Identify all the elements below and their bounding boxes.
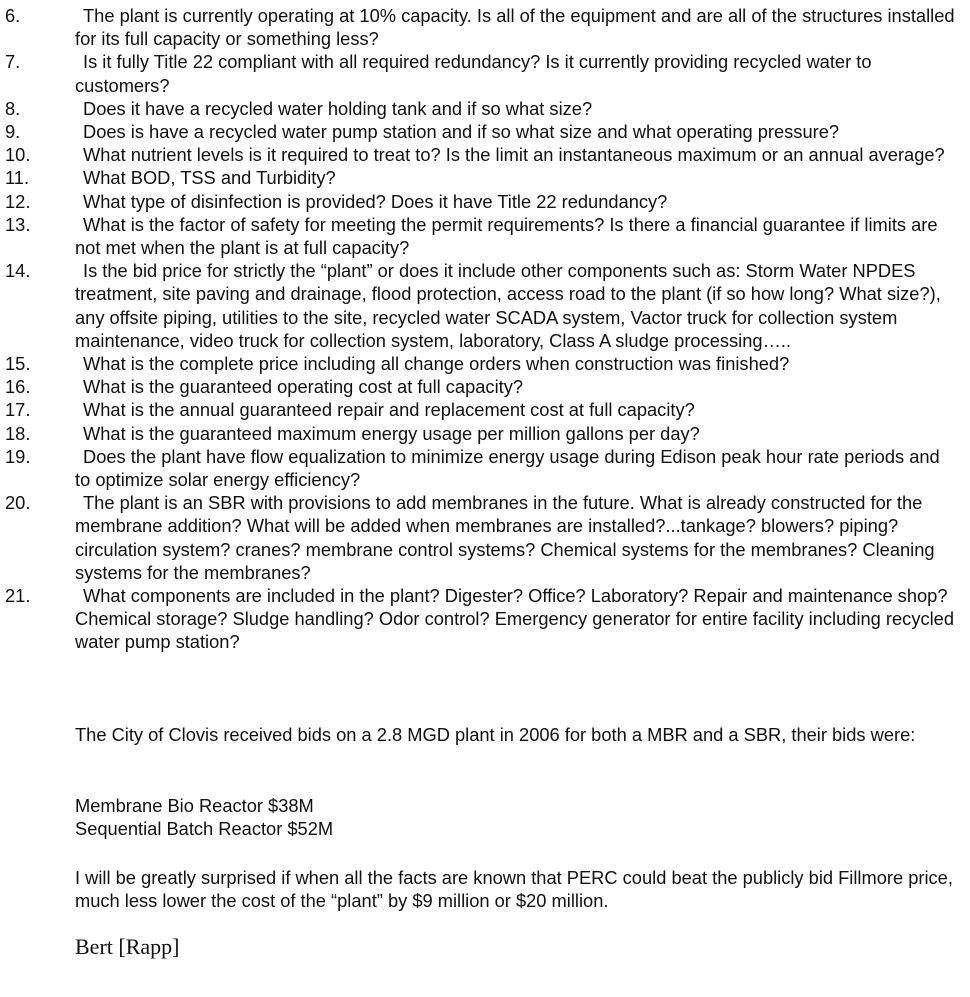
question-number: 6.: [5, 5, 21, 26]
question-number: 12.: [5, 190, 31, 212]
question-item: [5, 422, 955, 445]
question-item: [5, 143, 955, 166]
question-item: [5, 398, 955, 421]
signature: Bert [Rapp]: [75, 934, 180, 959]
question-number: 20.: [5, 492, 31, 514]
question-number: 10.: [5, 144, 31, 166]
question-text: What is the guaranteed maximum energy usage per million gallons per day?: [83, 422, 700, 444]
question-text: Does it have a recycled water holding tank and if so what size?: [83, 97, 593, 119]
question-number: 11.: [5, 167, 30, 189]
question-text: What type of disinfection is provided? Does it have Title 22 redundancy?: [83, 190, 668, 212]
clovis-paragraph: The City of Clovis received bids on a 2.8 MGD plant in 2006 for both a MBR and a SBR, their bids were:: [75, 724, 916, 745]
question-text: Does the plant have flow equalization to minimize energy usage during Edison peak hour rate periods and to optimize solar energy efficiency?: [75, 445, 940, 491]
question-item: [5, 190, 955, 213]
question-item: [5, 445, 955, 491]
question-number: 21.: [5, 585, 31, 607]
question-item: [5, 352, 955, 375]
question-text: What is the factor of safety for meeting the permit requirements? Is there a financial guarantee if limits are not met when the plant is at full capacity?: [75, 213, 938, 259]
question-text: What is the complete price including all change orders when construction was finished?: [83, 353, 790, 375]
question-item: [5, 375, 955, 398]
question-item: [5, 97, 955, 120]
question-number: 15.: [5, 353, 31, 375]
question-text: What BOD, TSS and Turbidity?: [83, 167, 336, 189]
question-number: 13.: [5, 213, 31, 235]
question-number: 17.: [5, 399, 31, 421]
closing-paragraph: I will be greatly surprised if when all the facts are known that PERC could beat the publicly bid Fillmore price, much less lower the cost of the “plant” by $9 million or $20 million.: [75, 867, 953, 912]
question-number: 16.: [5, 376, 31, 398]
question-number: 9.: [5, 121, 21, 143]
question-item: [5, 120, 955, 143]
question-number: 19.: [5, 445, 31, 467]
question-number: 8.: [5, 97, 21, 119]
question-list: [5, 4, 955, 654]
question-text: What is the annual guaranteed repair and replacement cost at full capacity?: [83, 399, 695, 421]
question-text: The plant is an SBR with provisions to add membranes in the future. What is already constructed for the membrane addition? What will be added when membranes are installed?...tankage? blowers? piping? circulation system? cranes? membrane control systems? Chemical systems for the membranes? Cleaning systems for the membranes?: [75, 492, 935, 583]
bid-line-mbr: Membrane Bio Reactor $38M: [75, 795, 314, 816]
question-text: The plant is currently operating at 10% capacity. Is all of the equipment and are all of the structures installed for its full capacity or something less?: [75, 5, 955, 50]
question-number: 18.: [5, 422, 31, 444]
question-item: [5, 50, 955, 96]
question-text: Does is have a recycled water pump station and if so what size and what operating pressure?: [83, 121, 840, 143]
question-text: What is the guaranteed operating cost at full capacity?: [83, 376, 524, 398]
question-text: What nutrient levels is it required to treat to? Is the limit an instantaneous maximum or an annual average?: [83, 144, 945, 166]
bid-line-sbr: Sequential Batch Reactor $52M: [75, 818, 334, 840]
question-item: [5, 584, 955, 654]
question-item: [5, 166, 955, 189]
question-item: [5, 4, 955, 50]
bid-list: [75, 794, 955, 840]
question-number: 7.: [5, 51, 21, 73]
question-item: [5, 491, 955, 584]
question-text: What components are included in the plant? Digester? Office? Laboratory? Repair and maintenance shop? Chemical storage? Sludge handling? Odor control? Emergency generator for entire facility including recycled water pump station?: [75, 585, 954, 653]
question-text: Is it fully Title 22 compliant with all required redundancy? Is it currently providing recycled water to customers?: [75, 51, 872, 96]
question-item: [5, 259, 955, 352]
question-text: Is the bid price for strictly the “plant” or does it include other components such as: Storm Water NPDES treatment, site paving and drainage, flood protection, access road to the plant (if so how long? What size?), any offsite piping, utilities to the site, recycled water SCADA system, Vactor truck for collection system maintenance, video truck for collection system, laboratory, Class A sludge processing…..: [75, 260, 941, 351]
question-number: 14.: [5, 260, 31, 282]
question-item: [5, 213, 955, 259]
